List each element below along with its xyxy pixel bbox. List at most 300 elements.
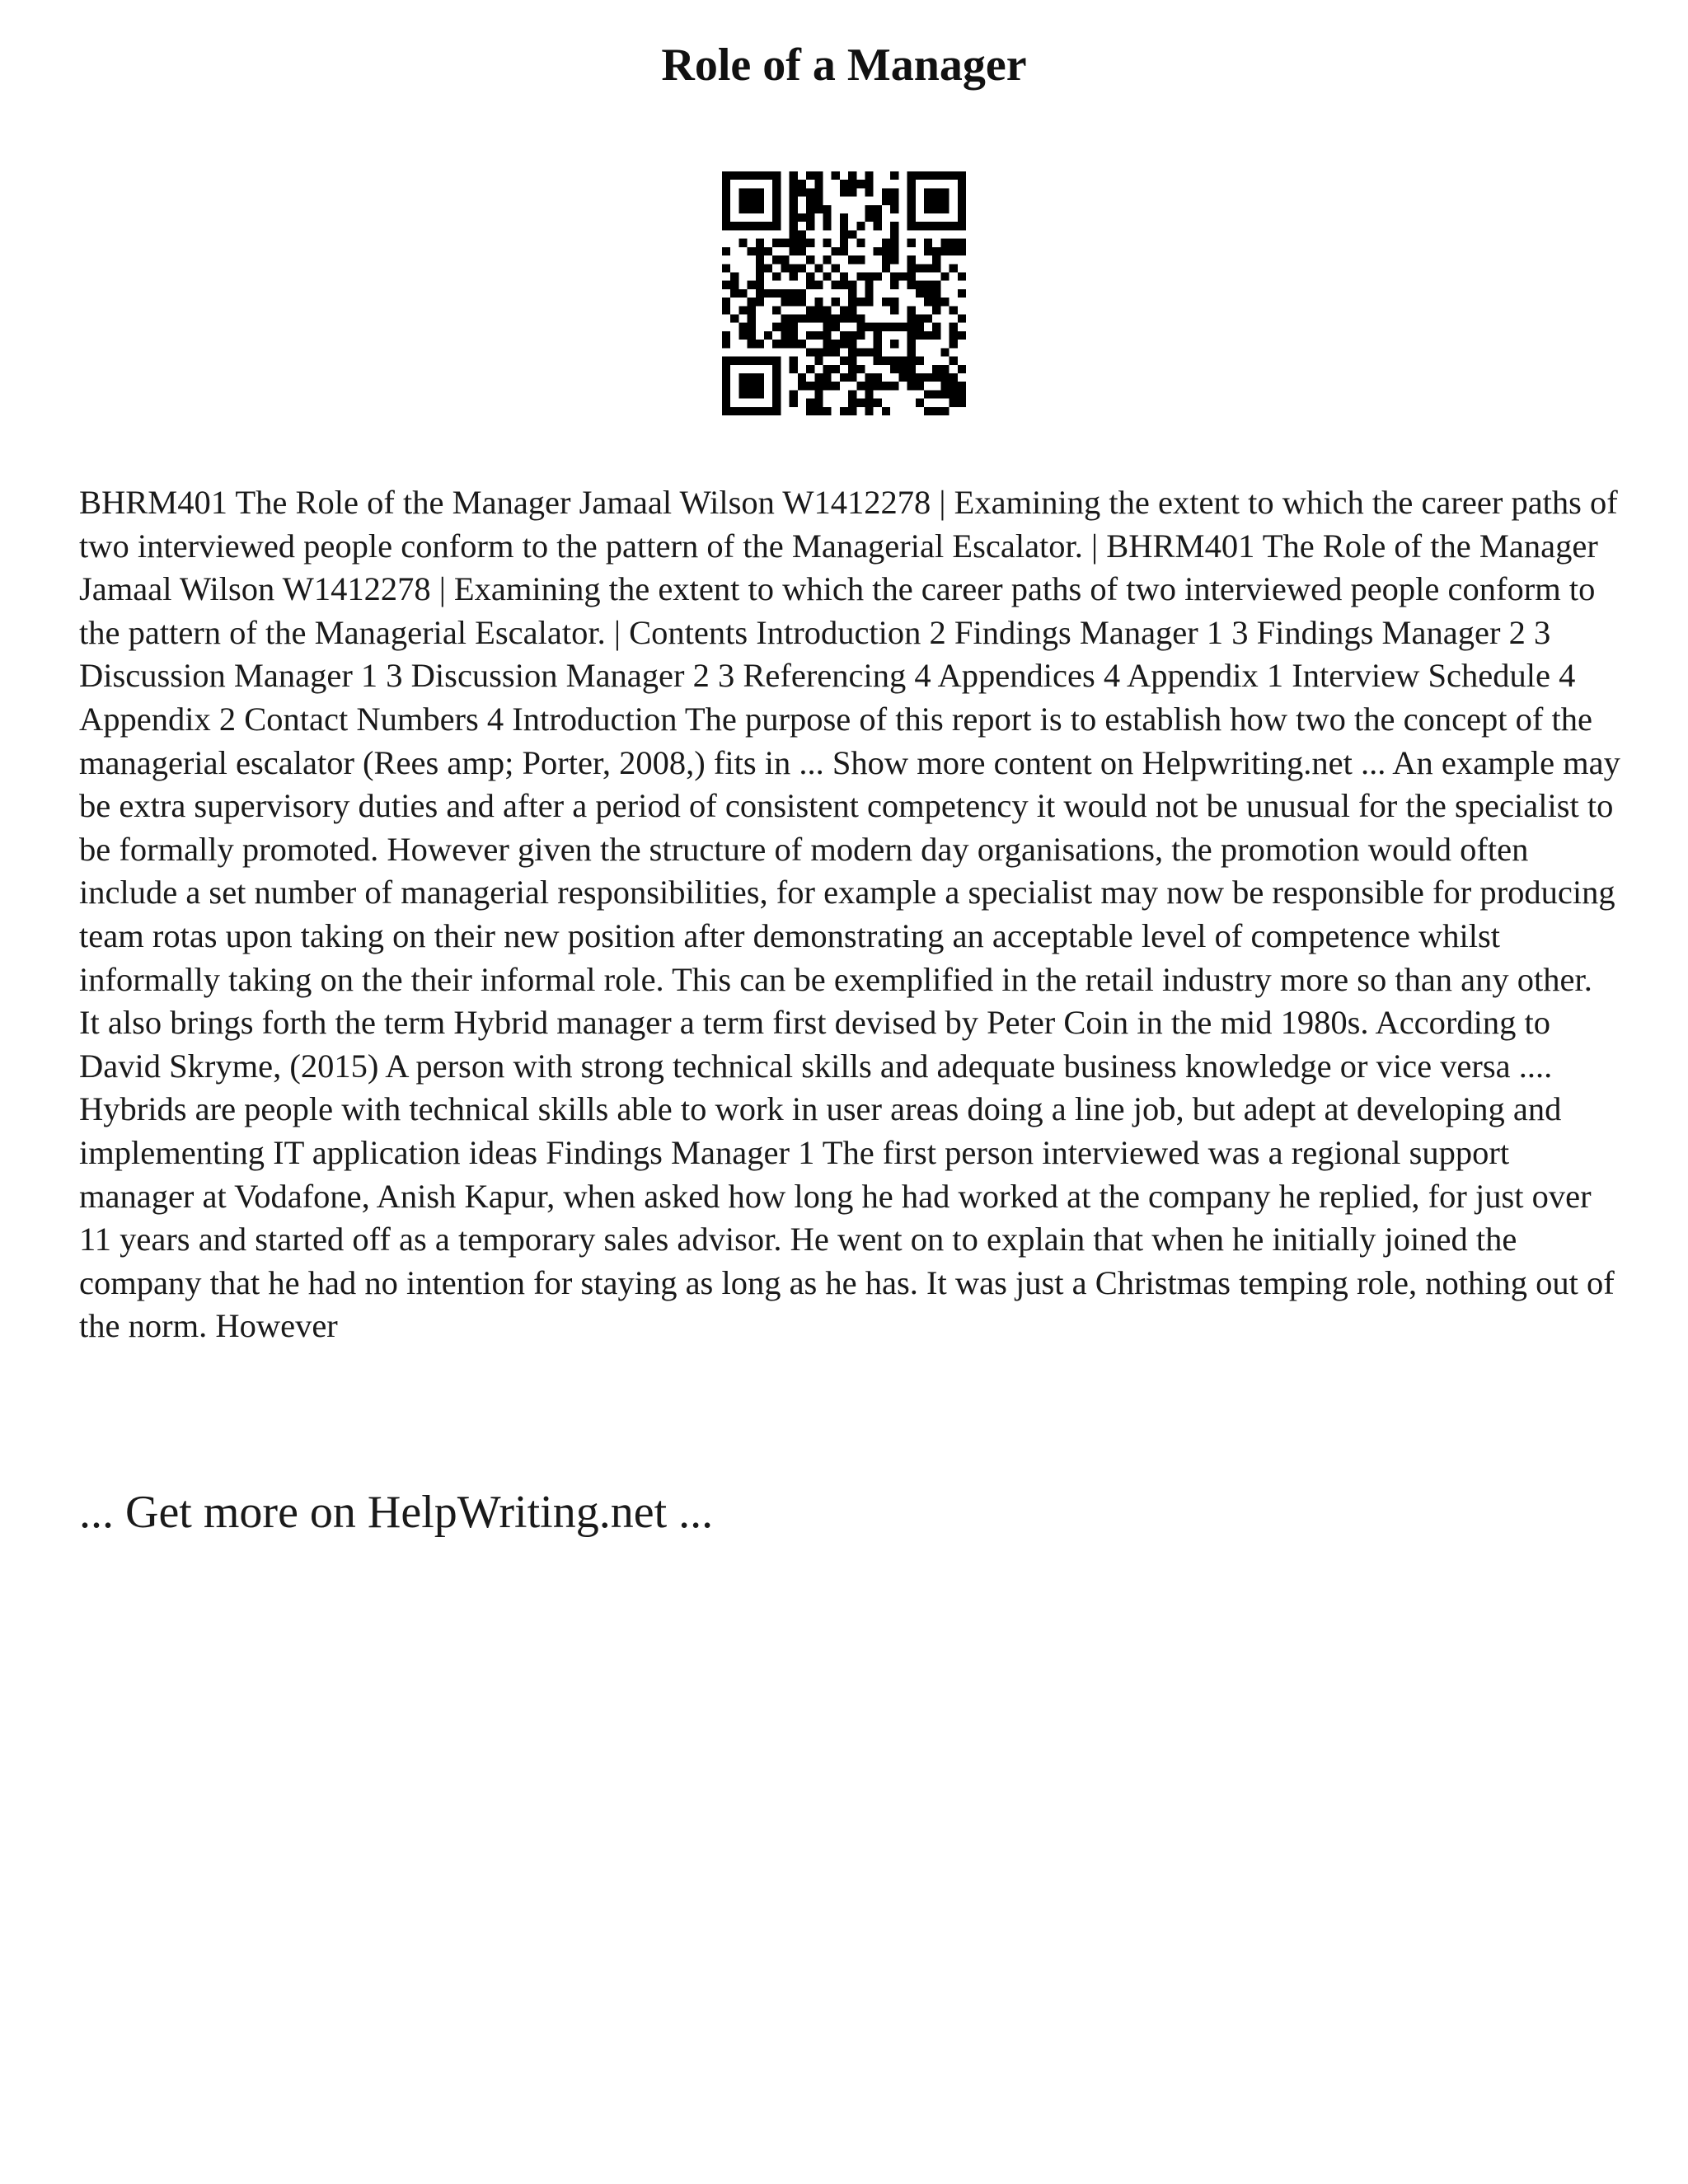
qr-module <box>790 264 798 272</box>
qr-module <box>790 180 798 188</box>
qr-module <box>950 247 958 255</box>
qr-module <box>738 382 747 390</box>
qr-module <box>764 407 772 415</box>
qr-module <box>756 382 764 390</box>
qr-module <box>924 239 932 247</box>
qr-module <box>848 390 856 398</box>
qr-module <box>722 306 730 314</box>
qr-module <box>898 323 907 331</box>
qr-module <box>722 365 730 373</box>
qr-module <box>756 281 764 289</box>
qr-module <box>832 340 840 348</box>
qr-module <box>764 171 772 180</box>
qr-module <box>865 281 874 289</box>
qr-module <box>890 255 898 264</box>
qr-module <box>772 365 781 373</box>
qr-module <box>916 323 924 331</box>
qr-module <box>832 315 840 323</box>
qr-module <box>958 289 966 298</box>
qr-module <box>772 390 781 398</box>
qr-module <box>806 272 814 280</box>
qr-module <box>832 382 840 390</box>
qr-module <box>738 373 747 382</box>
qr-module <box>958 382 966 390</box>
qr-module <box>790 213 798 222</box>
qr-module <box>907 255 916 264</box>
qr-module <box>890 340 898 348</box>
qr-module <box>958 205 966 213</box>
qr-module <box>722 281 730 289</box>
qr-module <box>832 171 840 180</box>
qr-module <box>865 298 874 306</box>
qr-module <box>814 382 823 390</box>
qr-module <box>790 390 798 398</box>
qr-module <box>798 213 806 222</box>
qr-module <box>738 171 747 180</box>
qr-module <box>823 331 831 340</box>
qr-module <box>890 365 898 373</box>
qr-module <box>950 382 958 390</box>
qr-module <box>772 255 781 264</box>
qr-module <box>924 289 932 298</box>
qr-module <box>958 188 966 196</box>
qr-module <box>940 373 949 382</box>
qr-module <box>823 348 831 356</box>
qr-module <box>890 205 898 213</box>
qr-module <box>950 373 958 382</box>
qr-module <box>840 306 848 314</box>
qr-module <box>848 357 856 365</box>
qr-module <box>882 247 890 255</box>
qr-module <box>924 171 932 180</box>
qr-module <box>756 272 764 280</box>
qr-module <box>764 331 772 340</box>
qr-module <box>790 323 798 331</box>
qr-module <box>756 188 764 196</box>
qr-module <box>882 382 890 390</box>
qr-module <box>856 222 865 230</box>
qr-module <box>865 188 874 196</box>
qr-module <box>916 357 924 365</box>
qr-module <box>907 171 916 180</box>
qr-module <box>924 298 932 306</box>
qr-module <box>730 222 738 230</box>
qr-module <box>756 171 764 180</box>
qr-module <box>950 357 958 365</box>
qr-module <box>840 272 848 280</box>
qr-module <box>748 247 756 255</box>
qr-module <box>932 390 940 398</box>
qr-module <box>756 239 764 247</box>
qr-module <box>730 171 738 180</box>
qr-module <box>856 272 865 280</box>
qr-module <box>738 188 747 196</box>
qr-module <box>848 171 856 180</box>
qr-module <box>874 205 882 213</box>
qr-module <box>856 298 865 306</box>
qr-module <box>932 222 940 230</box>
qr-module <box>940 407 949 415</box>
qr-module <box>748 407 756 415</box>
qr-module <box>722 382 730 390</box>
qr-module <box>814 306 823 314</box>
qr-module <box>932 365 940 373</box>
qr-module <box>823 222 831 230</box>
qr-module <box>924 281 932 289</box>
qr-module <box>882 188 890 196</box>
qr-module <box>932 247 940 255</box>
qr-module <box>907 331 916 340</box>
qr-module <box>840 407 848 415</box>
qr-module <box>924 390 932 398</box>
qr-module <box>856 399 865 407</box>
qr-module <box>748 315 756 323</box>
qr-module <box>748 390 756 398</box>
qr-module <box>874 382 882 390</box>
qr-module <box>814 373 823 382</box>
qr-module <box>814 205 823 213</box>
qr-module <box>748 382 756 390</box>
qr-module <box>848 255 856 264</box>
qr-module <box>798 382 806 390</box>
qr-module <box>790 247 798 255</box>
qr-module <box>882 255 890 264</box>
qr-module <box>916 373 924 382</box>
qr-module <box>856 348 865 356</box>
qr-module <box>772 289 781 298</box>
qr-module <box>856 239 865 247</box>
qr-module <box>790 188 798 196</box>
qr-module <box>898 272 907 280</box>
qr-module <box>748 188 756 196</box>
qr-module <box>806 171 814 180</box>
qr-module <box>950 264 958 272</box>
qr-module <box>940 197 949 205</box>
qr-module <box>781 298 789 306</box>
qr-module <box>798 264 806 272</box>
qr-module <box>748 205 756 213</box>
qr-module <box>890 171 898 180</box>
qr-module <box>907 281 916 289</box>
qr-module <box>756 357 764 365</box>
qr-module <box>924 331 932 340</box>
qr-module <box>738 306 747 314</box>
qr-module <box>748 281 756 289</box>
qr-module <box>722 247 730 255</box>
qr-module <box>790 365 798 373</box>
qr-module <box>950 171 958 180</box>
qr-module <box>790 289 798 298</box>
qr-module <box>848 298 856 306</box>
qr-module <box>722 222 730 230</box>
qr-module <box>958 171 966 180</box>
qr-module <box>806 205 814 213</box>
qr-module <box>907 222 916 230</box>
qr-module <box>856 180 865 188</box>
qr-module <box>738 407 747 415</box>
qr-module <box>738 222 747 230</box>
qr-module <box>772 382 781 390</box>
qr-module <box>958 180 966 188</box>
qr-module <box>722 298 730 306</box>
qr-module <box>738 289 747 298</box>
qr-module <box>806 331 814 340</box>
qr-module <box>940 247 949 255</box>
qr-module <box>907 365 916 373</box>
qr-module <box>722 188 730 196</box>
qr-module <box>940 205 949 213</box>
qr-module <box>932 323 940 331</box>
qr-module <box>840 188 848 196</box>
qr-module <box>898 373 907 382</box>
qr-module <box>865 289 874 298</box>
qr-module <box>882 298 890 306</box>
qr-module <box>790 197 798 205</box>
qr-module <box>856 323 865 331</box>
qr-module <box>932 171 940 180</box>
qr-module <box>924 373 932 382</box>
qr-module <box>865 205 874 213</box>
qr-module <box>806 281 814 289</box>
qr-module <box>806 213 814 222</box>
qr-module <box>916 281 924 289</box>
qr-module <box>722 390 730 398</box>
qr-module <box>798 289 806 298</box>
qr-module <box>756 247 764 255</box>
qr-module <box>848 373 856 382</box>
qr-module <box>890 272 898 280</box>
qr-module <box>840 331 848 340</box>
qr-module <box>823 407 831 415</box>
qr-module <box>756 264 764 272</box>
qr-module <box>772 373 781 382</box>
qr-module <box>907 323 916 331</box>
qr-module <box>832 298 840 306</box>
qr-module <box>848 340 856 348</box>
qr-module <box>772 357 781 365</box>
qr-module <box>950 390 958 398</box>
qr-module <box>756 407 764 415</box>
qr-module <box>916 315 924 323</box>
qr-module <box>832 365 840 373</box>
qr-module <box>814 390 823 398</box>
qr-module <box>781 264 789 272</box>
qr-module <box>890 188 898 196</box>
qr-module <box>748 340 756 348</box>
qr-module <box>890 298 898 306</box>
qr-module <box>865 399 874 407</box>
qr-module <box>823 323 831 331</box>
qr-module <box>806 382 814 390</box>
qr-module <box>790 239 798 247</box>
qr-module <box>932 306 940 314</box>
qr-module <box>932 205 940 213</box>
qr-module <box>806 348 814 356</box>
qr-module <box>738 205 747 213</box>
qr-module <box>874 399 882 407</box>
qr-module <box>814 197 823 205</box>
qr-module <box>832 281 840 289</box>
qr-module <box>730 281 738 289</box>
qr-module <box>738 357 747 365</box>
qr-module <box>882 239 890 247</box>
qr-module <box>823 306 831 314</box>
qr-module <box>950 323 958 331</box>
qr-module <box>924 315 932 323</box>
qr-module <box>940 188 949 196</box>
qr-module <box>865 171 874 180</box>
qr-module <box>907 373 916 382</box>
qr-module <box>748 331 756 340</box>
qr-module <box>840 213 848 222</box>
qr-module <box>764 289 772 298</box>
qr-module <box>865 373 874 382</box>
qr-code <box>722 171 966 415</box>
qr-module <box>890 323 898 331</box>
qr-module <box>781 331 789 340</box>
qr-module <box>932 289 940 298</box>
qr-module <box>722 373 730 382</box>
qr-module <box>790 298 798 306</box>
qr-module <box>823 205 831 213</box>
qr-module <box>840 222 848 230</box>
qr-module <box>848 399 856 407</box>
qr-module <box>890 306 898 314</box>
qr-module <box>874 348 882 356</box>
qr-module <box>772 188 781 196</box>
body-text: BHRM401 The Role of the Manager Jamaal Wilson W1412278 | Examining the extent to which the career paths of two interviewed people conform to the pattern of the Managerial Escalator. | BHRM401 The Role of the Manager Jamaal Wilson W1412278 | Examining the extent to which the career paths of two interviewed people conform to the pattern of the Managerial Escalator. | Contents Introduction 2 Findings Manager 1 3 Findings Manager 2 3 Discussion Manager 1 3 Discussion Manager 2 3 Referencing 4 Appendices 4 Appendix 1 Interview Schedule 4 Appendix 2 Contact Numbers 4 Introduction The purpose of this report is to establish how two the concept of the managerial escalator (Rees amp; Porter, 2008,) fits in ... Show more content on Helpwriting.net ... An example may be extra supervisory duties and after a period of consistent competency it would not be unusual for the specialist to be formally promoted. However given the structure of modern day organisations, the promotion would often include a set number of managerial responsibilities, for example a specialist may now be responsible for producing team rotas upon taking on their new position after demonstrating an acceptable level of competence whilst informally taking on the their informal role. This can be exemplified in the retail industry more so than any other. It also brings forth the term Hybrid manager a term first devised by Peter Coin in the mid 1980s. According to David Skryme, (2015) A person with strong technical skills and adequate business knowledge or vice versa .... Hybrids are people with technical skills able to work in user areas doing a line job, but adept at developing and implementing IT application ideas Findings Manager 1 The first person interviewed was a regional support manager at Vodafone, Anish Kapur, when asked how long he had worked at the company he replied, for just over 11 years and started off as a temporary sales advisor. He went on to explain that when he initially joined the company that he had no intention for staying as long as he has. It was just a Christmas temping role, nothing out of the norm. However <box>79 484 1620 1345</box>
qr-module <box>840 315 848 323</box>
qr-module <box>814 315 823 323</box>
qr-module <box>932 407 940 415</box>
qr-module <box>898 357 907 365</box>
qr-module <box>823 373 831 382</box>
qr-module <box>798 188 806 196</box>
qr-module <box>730 272 738 280</box>
qr-module <box>924 264 932 272</box>
qr-module <box>950 399 958 407</box>
qr-module <box>781 340 789 348</box>
qr-module <box>806 188 814 196</box>
qr-module <box>722 407 730 415</box>
qr-module <box>722 331 730 340</box>
qr-module <box>924 197 932 205</box>
qr-module <box>823 239 831 247</box>
qr-module <box>848 365 856 373</box>
qr-module <box>924 407 932 415</box>
qr-module <box>840 281 848 289</box>
qr-module <box>898 365 907 373</box>
qr-module <box>907 357 916 365</box>
more-link[interactable]: ... Get more on HelpWriting.net ... <box>79 1487 714 1538</box>
qr-module <box>848 315 856 323</box>
qr-module <box>798 298 806 306</box>
qr-module <box>840 247 848 255</box>
qr-module <box>950 306 958 314</box>
qr-module <box>865 382 874 390</box>
qr-module <box>940 382 949 390</box>
qr-module <box>790 272 798 280</box>
qr-module <box>781 289 789 298</box>
qr-module <box>748 222 756 230</box>
qr-module <box>806 239 814 247</box>
qr-module <box>806 222 814 230</box>
qr-module <box>907 188 916 196</box>
qr-module <box>738 197 747 205</box>
qr-module <box>916 264 924 272</box>
qr-module <box>764 264 772 272</box>
qr-module <box>722 357 730 365</box>
qr-module <box>722 205 730 213</box>
qr-module <box>874 331 882 340</box>
qr-module <box>874 213 882 222</box>
qr-module <box>874 222 882 230</box>
qr-module <box>806 399 814 407</box>
qr-code-image <box>722 171 966 415</box>
qr-module <box>950 239 958 247</box>
qr-module <box>772 272 781 280</box>
qr-module <box>865 180 874 188</box>
qr-module <box>823 272 831 280</box>
qr-module <box>790 399 798 407</box>
qr-module <box>814 171 823 180</box>
qr-module <box>748 306 756 314</box>
qr-module <box>814 298 823 306</box>
qr-module <box>806 315 814 323</box>
qr-module <box>798 239 806 247</box>
qr-module <box>890 222 898 230</box>
qr-module <box>907 264 916 272</box>
qr-module <box>790 331 798 340</box>
qr-module <box>907 272 916 280</box>
qr-module <box>823 382 831 390</box>
qr-module <box>806 407 814 415</box>
qr-module <box>840 373 848 382</box>
qr-module <box>823 365 831 373</box>
qr-module <box>856 255 865 264</box>
qr-module <box>756 340 764 348</box>
qr-module <box>798 315 806 323</box>
qr-module <box>840 180 848 188</box>
qr-module <box>814 348 823 356</box>
qr-module <box>865 213 874 222</box>
qr-module <box>823 315 831 323</box>
qr-module <box>882 264 890 272</box>
qr-module <box>916 171 924 180</box>
qr-module <box>874 247 882 255</box>
qr-module <box>865 407 874 415</box>
qr-module <box>790 171 798 180</box>
qr-module <box>924 205 932 213</box>
qr-module <box>756 390 764 398</box>
qr-module <box>958 247 966 255</box>
qr-module <box>907 306 916 314</box>
qr-module <box>916 399 924 407</box>
qr-module <box>814 357 823 365</box>
qr-module <box>924 247 932 255</box>
qr-module <box>848 281 856 289</box>
qr-module <box>756 205 764 213</box>
qr-module <box>932 331 940 340</box>
qr-module <box>814 331 823 340</box>
qr-module <box>738 331 747 340</box>
qr-module <box>730 407 738 415</box>
qr-module <box>772 180 781 188</box>
qr-module <box>798 230 806 238</box>
qr-module <box>790 222 798 230</box>
qr-module <box>764 247 772 255</box>
qr-module <box>772 323 781 331</box>
